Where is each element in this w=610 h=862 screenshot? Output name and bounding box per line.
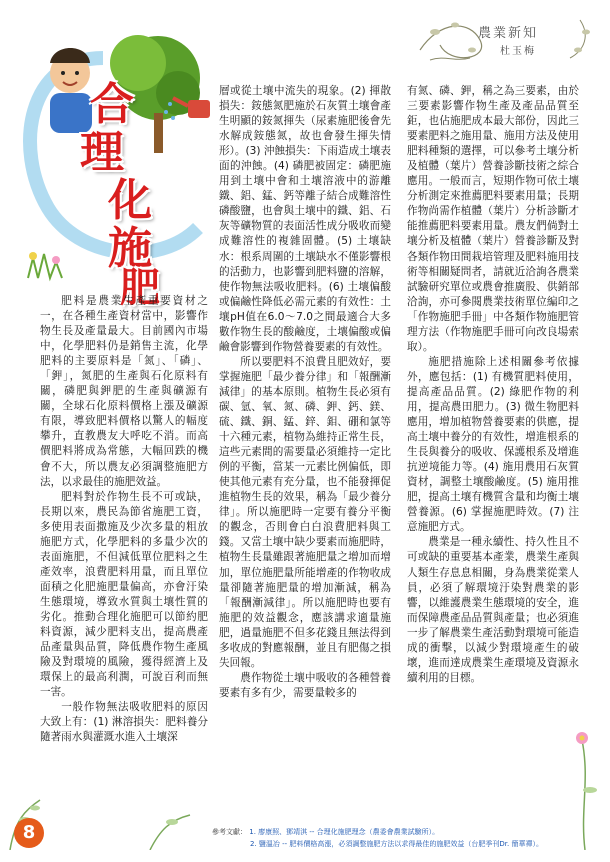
title-char-4: 施 [108,223,152,274]
title-char-1: 合 [90,79,134,130]
author-name: 杜玉梅 [500,46,536,57]
title-char-3: 化 [108,175,152,226]
paragraph: 有氮、磷、鉀，稱之為三要素，由於三要素影響作物生產及產品品質至鉅，也佔施肥成本最大部份，因此三要素肥料之施用量、施用方法及使用肥料種類的選擇，可以參考土壤分析及植體（葉片）營養診斷技術之綜合應用。一般而言，短期作物可依土壤分析測定來推薦肥料要素用量；長期作物尚需作植體（葉片）分析診斷才能推薦肥料要素用量。農友們倘對土壤分析及植體（葉片）營養診斷及對各類作物田間栽培管理及肥料施用技術等相關疑問者，請就近洽詢各農業試驗研究單位或農會推廣股、供銷部洽詢，亦可參閱農業技術單位編印之「作物施肥手冊」中各類作物施肥管理方法（作物施肥手冊可向改良場索取）。 [407,85,579,353]
flower-decoration-icon [560,720,610,850]
article-column-2 [219,84,391,701]
article-column-1 [40,294,208,745]
title-char-2: 理 [80,127,124,178]
reference-item: 2. 鹽溫冶 -- 肥料價格高漲，必須調整施肥方法以求得最佳的施肥效益（台肥季刊Dr. 簡華禪）。 [250,840,543,848]
paragraph: 肥料對於作物生長不可或缺，長期以來，農民為節省施肥工資，多使用表面撒施及少次多量的粗放施肥方式，化學肥料的多量少次的表面施肥，不但減低單位肥料之生產效率，浪費肥料用量，而且單位面積之化肥施肥量偏高，亦會汙染生態環境，導致水質與土壤性質的劣化。推動合理化施肥可以節約肥料資源，減少肥料支出，提高農產品產量與品質，降低農作物生產風險及對環境的風險，獲得經濟上及環保上的最高利潤，可說百利而無一害。 [40,490,208,699]
page-header [400,10,600,70]
title-char-5: 肥 [120,265,160,311]
references [212,826,543,850]
references-label: 參考文獻： [212,828,247,836]
paragraph: 層或從土壤中流失的現象。(2) 揮散損失：銨態氮肥施於石灰質土壤會產生明顯的銨氮揮失（尿素施肥後會先水解成銨態氮，故也會發生揮失情形）。(3) 沖蝕損失：下雨造成土壤表面的沖蝕。(4) 磷肥被固定：磷肥施用到土壤中會和土壤溶液中的游離鐵、鋁、錳、鈣等離子結合成難溶性磷酸鹽，也會與土壤中的鐵、鋁、石灰等礦物質的表面活性成分吸收而變成難溶性的複雜固體。(5) 土壤缺水：根系周圍的土壤缺水不僅影響根的活動力，也影響到肥料鹽的溶解，使作物無法吸收肥料。(6) 土壤偏酸或偏鹼性降低必需元素的有效性：土壤pH值在6.0～7.0之間最適合大多數作物生長的酸鹼度，土壤偏酸或偏鹼會影響到作物營養要素的有效性。 [219,85,391,353]
paragraph: 施肥措施除上述相關參考依據外，應包括：(1) 有機質肥料使用，提高產品品質。(2) 綠肥作物的利用，提高農田肥力。(3) 微生物肥料應用，增加植物營養要素的供應，提高土壤中養分的有效性，增進根系的生長與養分的吸收、保護根系及增進抗逆境能力等。(4) 施用農用石灰質資材，調整土壤酸鹼度。(5) 施用推肥，提高土壤有機質含量和均衡土壤營養源。(6) 掌握施肥時效。(7) 注意施肥方式。 [407,355,579,534]
page-number: 8 [14,818,44,848]
paragraph: 一般作物無法吸收肥料的原因大致上有：(1) 淋溶損失：肥料養分隨著雨水與灌溉水進入土壤深 [40,701,208,744]
section-title: 農業新知 [478,26,539,41]
paragraph: 所以要肥料不浪費且肥效好，要掌握施肥「最少養分律」和「報酬漸減律」的基本原則。植物生長必須有碳、氫、氧、氮、磷、鉀、鈣、鎂、硫、鐵、銅、錳、鋅、鉬、硼和氯等十六種元素，植物為維持正常生長，這些元素間的需要量必須維持一定比例的平衡，當某一元素比例偏低，即使其他元素有充分量，也不能發揮促進植物生長的效果，稱為「最少養分律」。所以施肥時一定要有養分平衡的觀念，否則會白白浪費肥料與工錢。又當土壤中缺少要素而施肥時，植物生長量雖跟著施肥量之增加而增加，單位施肥量所能增產的作物收成量卻隨著施肥量的增加漸減，稱為「報酬漸減律」。所以施肥時也要有施肥的效益觀念，應該講求適量施肥，過量施肥不但多花錢且無法得到多收成的對應報酬，並且有肥傷之損失回報。 [219,355,391,669]
paragraph: 農業是一種永續性、持久性且不可或缺的重要基本產業，農業生產與人類生存息息相關，身為農業從業人員，必須了解環境汙染對農業的影響，以維護農業生態環境的安全，進而保障農產品品質與產量；也必須進一步了解農業生產活動對環境可能造成的衝擊，以減少對環境產生的破壞，進而達成農業生產環境及資源永續利用的目標。 [407,536,579,684]
title-illustration [8,18,223,311]
paragraph: 農作物從土壤中吸收的各種營養要素有多有少，需要量較多的 [219,671,391,699]
reference-item: 1. 廖康照、鄧靖淇 -- 合理化施肥理念（農委會農業試驗所）。 [249,828,440,836]
paragraph: 肥料是農業生產重要資材之一，在各種生產資材當中，影響作物生長及產量最大。目前國內市場中，化學肥料仍是銷售主流，化學肥料的主要原料是「氮」、「磷」、「鉀」，氮肥的生產與石化原料有關，磷肥與鉀肥的生產與礦源有關，全球石化原料價格上漲及礦源有限，導致肥料價格以驚人的幅度攀升，直教農友大呼吃不消。而高價肥料將成為常態，大幅回跌的機會不大，所以農友必須調整施肥方法，以求最佳的施肥效益。 [40,295,208,488]
article-column-3 [407,84,579,686]
